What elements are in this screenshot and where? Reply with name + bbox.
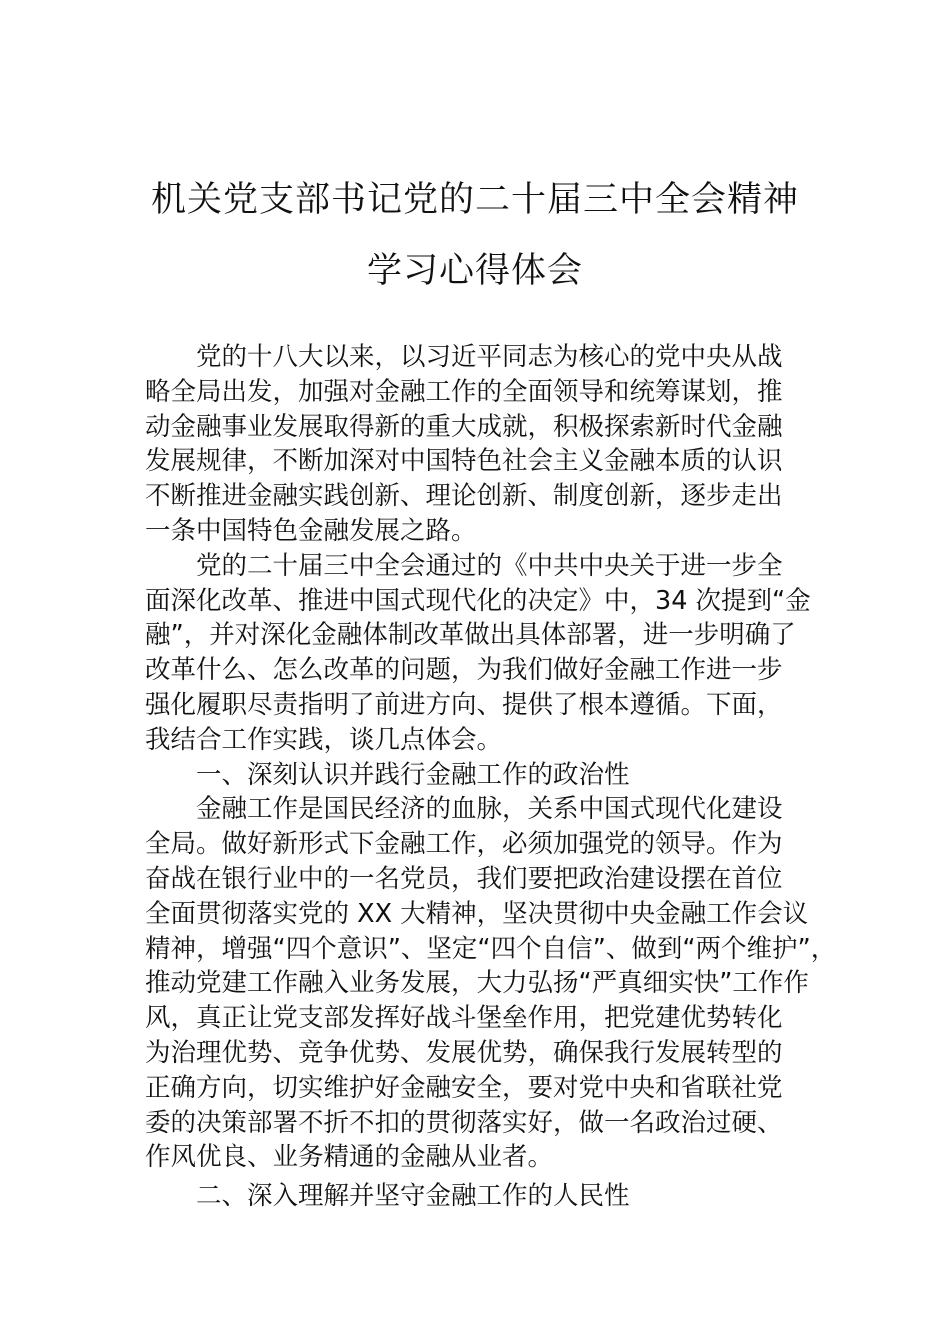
paragraph-3-line: 奋战在银行业中的一名党员，我们要把政治建设摆在首位 bbox=[145, 863, 783, 894]
paragraph-1-line: 一条中国特色金融发展之路。 bbox=[145, 515, 477, 546]
paragraph-2-line: 我结合工作实践，谈几点体会。 bbox=[145, 724, 503, 755]
paragraph-3-line: 作风优良、业务精通的金融从业者。 bbox=[145, 1142, 554, 1173]
paragraph-3-line: 委的决策部署不折不扣的贯彻落实好，做一名政治过硬、 bbox=[145, 1107, 783, 1138]
paragraph-2-line: 融”，并对深化金融体制改革做出具体部署，进一步明确了 bbox=[145, 620, 796, 651]
paragraph-3-line: 全面贯彻落实党的 XX 大精神，坚决贯彻中央金融工作会议 bbox=[145, 898, 809, 929]
paragraph-3-line: 金融工作是国民经济的血脉，关系中国式现代化建设 bbox=[196, 794, 783, 825]
paragraph-3-line: 推动党建工作融入业务发展，大力弘扬“严真细实快”工作作 bbox=[145, 968, 809, 999]
section-heading-2: 二、深入理解并坚守金融工作的人民性 bbox=[196, 1181, 630, 1212]
paragraph-1-line: 不断推进金融实践创新、理论创新、制度创新，逐步走出 bbox=[145, 481, 783, 512]
section-heading-1: 一、深刻认识并践行金融工作的政治性 bbox=[196, 759, 630, 790]
document-title-line-2: 学习心得体会 bbox=[366, 251, 583, 291]
paragraph-2-line: 改革什么、怎么改革的问题，为我们做好金融工作进一步 bbox=[145, 655, 783, 686]
paragraph-1-line: 动金融事业发展取得新的重大成就，积极探索新时代金融 bbox=[145, 411, 783, 442]
paragraph-1-line: 略全局出发，加强对金融工作的全面领导和统筹谋划，推 bbox=[145, 376, 783, 407]
paragraph-3-line: 精神，增强“四个意识”、坚定“四个自信”、做到“两个维护”， bbox=[145, 933, 837, 964]
paragraph-1-line: 党的十八大以来，以习近平同志为核心的党中央从战 bbox=[196, 342, 783, 372]
paragraph-3-line: 全局。做好新形式下金融工作，必须加强党的领导。作为 bbox=[145, 829, 783, 860]
paragraph-2-line: 强化履职尽责指明了前进方向、提供了根本遵循。下面， bbox=[145, 689, 783, 720]
document-title-line-1: 机关党支部书记党的二十届三中全会精神 bbox=[150, 180, 799, 220]
paragraph-3-line: 为治理优势、竞争优势、发展优势，确保我行发展转型的 bbox=[145, 1037, 783, 1068]
paragraph-3-line: 正确方向，切实维护好金融安全，要对党中央和省联社党 bbox=[145, 1072, 783, 1103]
document-body bbox=[145, 340, 837, 1214]
paragraph-3-line: 风，真正让党支部发挥好战斗堡垒作用，把党建优势转化 bbox=[145, 1003, 783, 1034]
paragraph-2-line: 党的二十届三中全会通过的《中共中央关于进一步全 bbox=[196, 550, 783, 581]
paragraph-1-line: 发展规律，不断加深对中国特色社会主义金融本质的认识 bbox=[145, 446, 783, 477]
paragraph-2-line: 面深化改革、推进中国式现代化的决定》中，34 次提到“金 bbox=[145, 585, 811, 616]
